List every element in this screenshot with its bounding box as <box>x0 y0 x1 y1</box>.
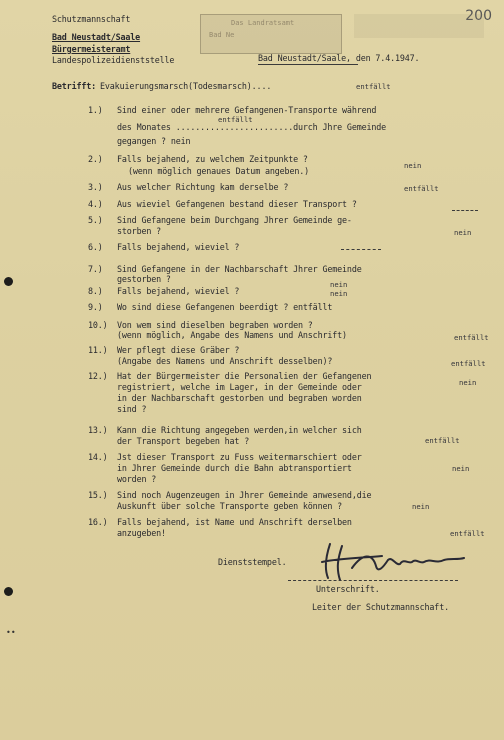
q15-answer: nein <box>412 502 430 511</box>
q6-line-1: Falls bejahend, wieviel ? <box>117 242 240 252</box>
q10-line-1: Von wem sind dieselben begraben worden ? <box>117 320 313 330</box>
q12-line-1: Hat der Bürgermeister die Personalien der Gefangenen <box>117 371 372 381</box>
q6-blank-dash <box>341 249 381 250</box>
q1-inline-answer: entfällt <box>218 115 253 124</box>
q15-number: 15.) <box>88 490 108 500</box>
q3-answer: entfällt <box>404 184 439 193</box>
header-org: Schutzmannschaft <box>52 14 131 24</box>
q2-answer: nein <box>404 161 422 170</box>
q9-line-1: Wo sind diese Gefangenen beerdigt ? entfällt <box>117 302 333 312</box>
handwritten-signature <box>312 536 472 584</box>
q7-line-2: gestorben ? <box>117 274 171 284</box>
q5-line-1: Sind Gefangene beim Durchgang Jhrer Gemeinde ge- <box>117 215 352 225</box>
q13-line-2: der Transport begeben hat ? <box>117 436 250 446</box>
q16-answer: entfällt <box>450 529 485 538</box>
footer-stamp-label: Dienststempel. <box>218 557 287 567</box>
received-stamp <box>200 14 342 54</box>
subject-answer: entfällt <box>356 82 391 91</box>
q14-line-2: in Jhrer Gemeinde durch die Bahn abtransportiert <box>117 463 352 473</box>
header-post: Landespolizeidienststelle <box>52 55 175 65</box>
q2-line-1: Falls bejahend, zu welchem Zeitpunkte ? <box>117 154 308 164</box>
q11-number: 11.) <box>88 345 108 355</box>
q9-number: 9.) <box>88 302 103 312</box>
q3-number: 3.) <box>88 182 103 192</box>
q6-number: 6.) <box>88 242 103 252</box>
q4-number: 4.) <box>88 199 103 209</box>
q5-number: 5.) <box>88 215 103 225</box>
page-number: 200 <box>465 8 492 24</box>
punch-hole-upper <box>4 277 13 286</box>
q4-line-1: Aus wieviel Gefangenen bestand dieser Transport ? <box>117 199 357 209</box>
q2-line-2: (wenn möglich genaues Datum angeben.) <box>128 166 310 176</box>
q1-line-1: Sind einer oder mehrere Gefangenen-Transporte während <box>117 105 377 115</box>
stamp-shadow <box>354 14 484 38</box>
q12-line-2: registriert, welche im Lager, in der Gemeinde oder <box>117 382 362 392</box>
q14-line-3: worden ? <box>117 474 157 484</box>
header-office: Bürgermeisteramt <box>52 44 131 54</box>
q15-line-2: Auskunft über solche Transporte geben können ? <box>117 501 343 511</box>
q14-line-1: Jst dieser Transport zu Fuss weitermarschiert oder <box>117 452 362 462</box>
q12-line-3: in der Nachbarschaft gestorben und begraben worden <box>117 393 362 403</box>
header-town: Bad Neustadt/Saale <box>52 32 141 42</box>
place-date: Bad Neustadt/Saale, den 7.4.1947. <box>258 53 420 63</box>
q10-answer: entfällt <box>454 333 489 342</box>
subject-label: Betrifft: <box>52 81 97 91</box>
q14-answer: nein <box>452 464 470 473</box>
q5-answer: nein <box>454 228 472 237</box>
signature-line <box>288 580 458 581</box>
q10-number: 10.) <box>88 320 108 330</box>
stamp-line-2: Bad Ne <box>209 31 235 39</box>
q8-answer: nein <box>330 289 348 298</box>
footer-leader: Leiter der Schutzmannschaft. <box>312 602 449 612</box>
q7-number: 7.) <box>88 264 103 274</box>
q14-number: 14.) <box>88 452 108 462</box>
q15-line-1: Sind noch Augenzeugen in Jhrer Gemeinde anwesend,die <box>117 490 372 500</box>
q12-answer: nein <box>459 378 477 387</box>
q11-answer: entfällt <box>451 359 486 368</box>
q13-answer: entfällt <box>425 436 460 445</box>
q13-line-1: Kann die Richtung angegeben werden,in welcher sich <box>117 425 362 435</box>
q5-line-2: storben ? <box>117 226 162 236</box>
q10-line-2: (wenn möglich, Angabe des Namens und Anschrift) <box>117 330 347 340</box>
q11-line-1: Wer pflegt diese Gräber ? <box>117 345 240 355</box>
q1-line-2: des Monates ........................durch Jhre Gemeinde <box>117 122 387 132</box>
q12-line-4: sind ? <box>117 404 147 414</box>
q8-line-1: Falls bejahend, wieviel ? <box>117 286 240 296</box>
q3-line-1: Aus welcher Richtung kam derselbe ? <box>117 182 289 192</box>
subject-text: Evakuierungsmarsch(Todesmarsch).... <box>100 81 272 91</box>
q4-blank-dash <box>452 210 478 211</box>
q12-number: 12.) <box>88 371 108 381</box>
q13-number: 13.) <box>88 425 108 435</box>
q7-line-1: Sind Gefangene in der Nachbarschaft Jhrer Gemeinde <box>117 264 362 274</box>
stamp-line-1: Das Landratsamt <box>231 19 295 27</box>
q16-line-1: Falls bejahend, ist Name und Anschrift derselben <box>117 517 352 527</box>
q11-line-2: (Angabe des Namens und Anschrift desselben)? <box>117 356 333 366</box>
q2-number: 2.) <box>88 154 103 164</box>
footer-signature-label: Unterschrift. <box>316 584 380 594</box>
q1-line-3: gegangen ? nein <box>117 136 191 146</box>
margin-mark: •• <box>6 628 16 637</box>
punch-hole-lower <box>4 587 13 596</box>
q7-answer: nein <box>330 280 348 289</box>
q16-line-2: anzugeben! <box>117 528 166 538</box>
q1-number: 1.) <box>88 105 103 115</box>
q8-number: 8.) <box>88 286 103 296</box>
q16-number: 16.) <box>88 517 108 527</box>
place-underline <box>258 64 358 65</box>
